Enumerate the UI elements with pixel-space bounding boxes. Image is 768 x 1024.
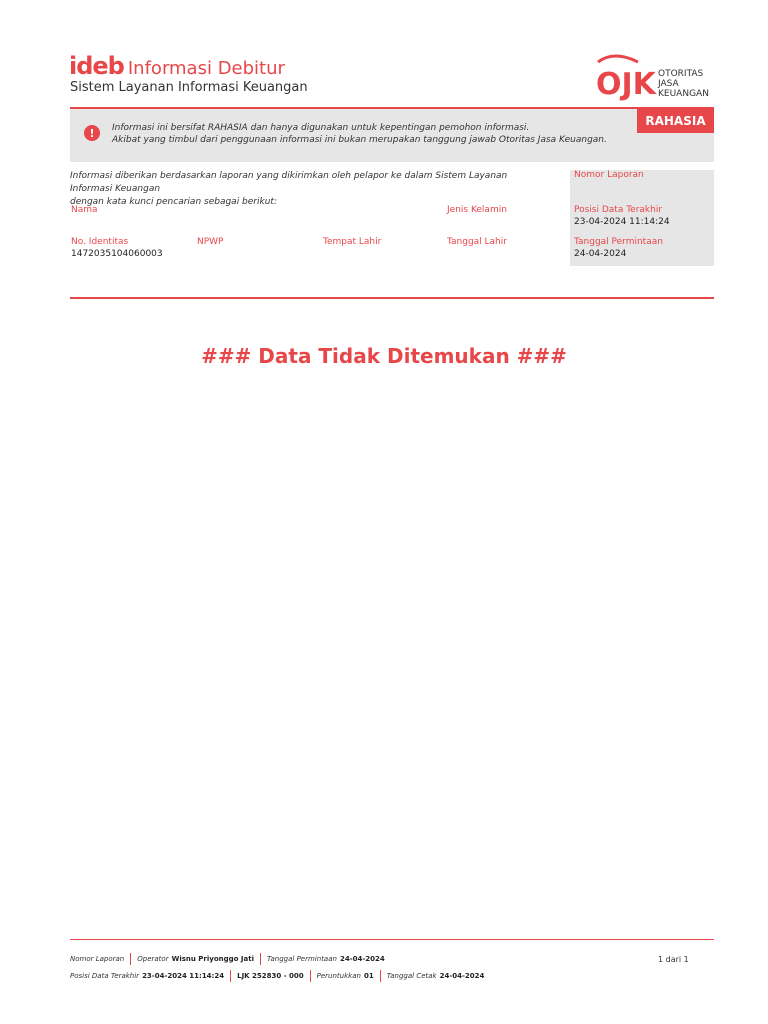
description-line-1: Informasi diberikan berdasarkan laporan yang dikirimkan oleh pelapor ke dalam Sistem Layanan Informasi Keuangan xyxy=(70,171,508,194)
nama-label: Nama xyxy=(71,205,98,215)
footer-operator-label: Operator xyxy=(137,955,169,963)
notice-line-1: Informasi ini bersifat RAHASIA dan hanya digunakan untuk kepentingan pemohon informasi. xyxy=(112,123,530,133)
header-brand xyxy=(69,52,285,80)
footer-peruntukkan-label: Peruntukkan xyxy=(316,972,361,980)
tanggal-permintaan-label: Tanggal Permintaan xyxy=(574,237,663,247)
rahasia-badge: RAHASIA xyxy=(637,109,714,133)
footer-tanggal-permintaan-value: 24-04-2024 xyxy=(339,955,385,963)
page-title: Informasi Debitur xyxy=(127,58,285,79)
ojk-mark: OJK xyxy=(596,67,656,102)
footer-operator-value: Wisnu Priyonggo Jati xyxy=(171,955,254,963)
notice-panel-extension xyxy=(637,133,714,162)
npwp-label: NPWP xyxy=(197,237,224,247)
footer-nomor-laporan-label: Nomor Laporan xyxy=(70,955,125,963)
tempat-lahir-label: Tempat Lahir xyxy=(323,237,382,247)
no-identitas-value: 1472035104060003 xyxy=(71,249,163,259)
footer-divider xyxy=(70,939,714,940)
footer-separator xyxy=(230,970,231,982)
section-divider xyxy=(70,297,714,299)
footer-separator xyxy=(260,953,261,965)
search-description xyxy=(70,170,540,209)
notice-text xyxy=(112,122,607,146)
description-line-2: dengan kata kunci pencarian sebagai berikut: xyxy=(70,197,277,207)
footer-tanggal-permintaan-label: Tanggal Permintaan xyxy=(266,955,337,963)
ojk-line-3: KEUANGAN xyxy=(658,89,709,99)
footer-posisi-value: 23-04-2024 11:14:24 xyxy=(142,972,225,980)
footer-tanggal-cetak-value: 24-04-2024 xyxy=(439,972,485,980)
footer-peruntukkan-value: 01 xyxy=(363,972,374,980)
ojk-wordmark xyxy=(658,69,709,99)
ojk-line-2: JASA xyxy=(658,79,679,89)
footer-separator xyxy=(130,953,131,965)
ojk-line-1: OTORITAS xyxy=(658,69,704,79)
tanggal-permintaan-value: 24-04-2024 xyxy=(574,249,627,259)
posisi-data-value: 23-04-2024 11:14:24 xyxy=(574,217,670,227)
footer-tanggal-cetak-label: Tanggal Cetak xyxy=(386,972,437,980)
ojk-arc-icon xyxy=(598,56,638,62)
footer-row-1 xyxy=(70,953,385,965)
no-identitas-label: No. Identitas xyxy=(71,237,129,247)
footer-separator xyxy=(380,970,381,982)
footer-posisi-label: Posisi Data Terakhir xyxy=(70,972,140,980)
notice-line-2: Akibat yang timbul dari penggunaan informasi ini bukan merupakan tanggung jawab Otoritas Jasa Keuangan. xyxy=(112,135,607,145)
page-subtitle: Sistem Layanan Informasi Keuangan xyxy=(70,80,308,95)
nomor-laporan-label: Nomor Laporan xyxy=(574,170,644,180)
page-number: 1 dari 1 xyxy=(658,955,689,964)
info-icon: ! xyxy=(84,125,100,141)
posisi-data-label: Posisi Data Terakhir xyxy=(574,205,663,215)
tanggal-lahir-label: Tanggal Lahir xyxy=(447,237,507,247)
ideb-logo: ideb xyxy=(69,52,124,80)
jenis-kelamin-label: Jenis Kelamin xyxy=(447,205,507,215)
data-not-found-message: ### Data Tidak Ditemukan ### xyxy=(201,344,567,368)
footer-separator xyxy=(310,970,311,982)
footer-ljk-value: LJK 252830 - 000 xyxy=(237,972,304,980)
footer-row-2 xyxy=(70,970,484,982)
